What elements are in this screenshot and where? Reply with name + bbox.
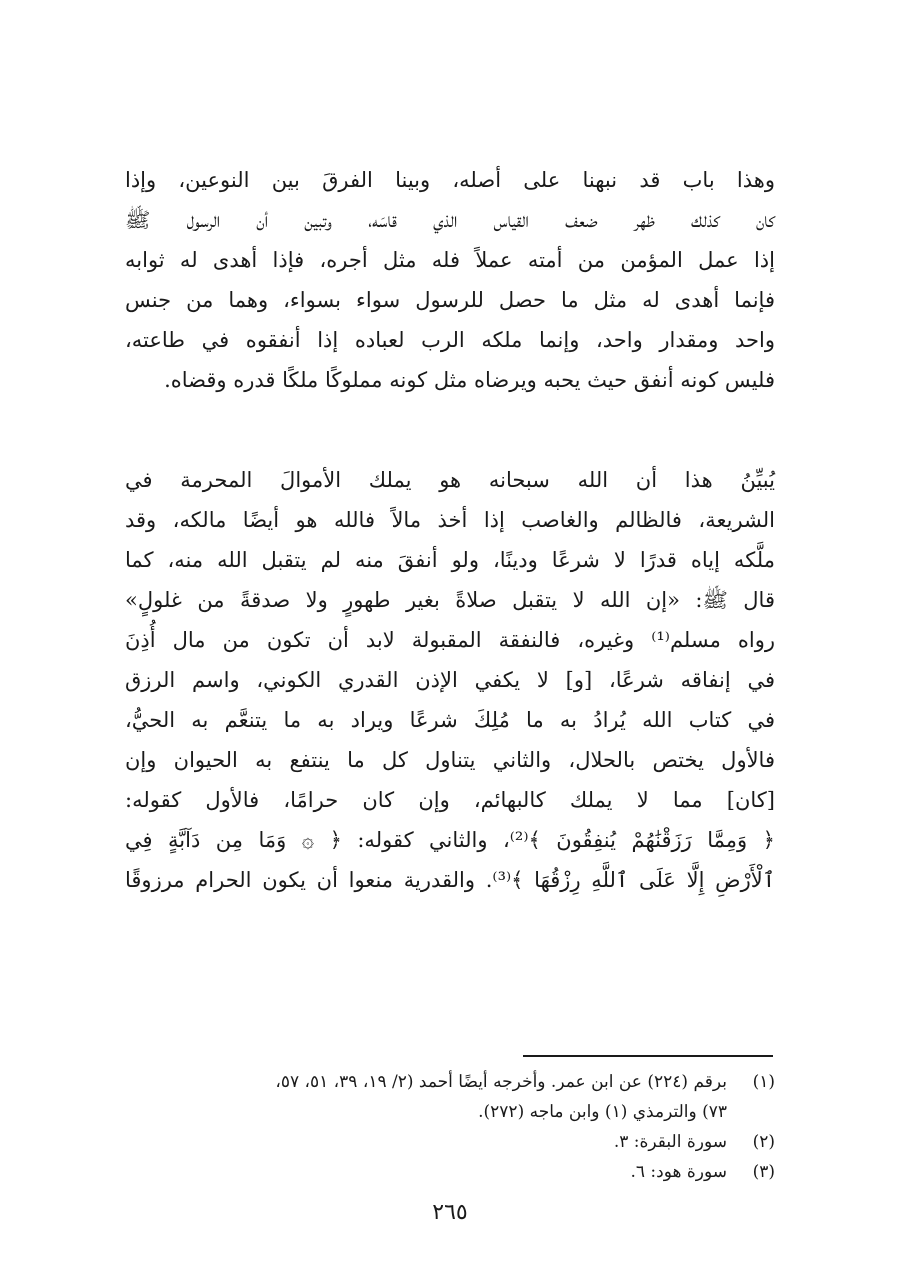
text-line: فإنما أهدى له مثل ما حصل للرسول سواء بسواء، وهما من جنس [125, 288, 775, 312]
footnote-text: برقم (٢٢٤) عن ابن عمر. وأخرجه أيضًا أحمد (٢/ ١٩، ٣٩، ٥١، ٥٧، [275, 1072, 727, 1092]
text-line: في إنفاقه شرعًا، [و] لا يكفي الإذن القدري الكوني، واسم الرزق [125, 668, 775, 692]
text-line: الشريعة، فالظالم والغاصب إذا أخذ مالاً فالله هو أيضًا مالكه، وقد [125, 508, 775, 532]
text-line: ﴿ وَمِمَّا رَزَقْنَٰهُمْ يُنفِقُونَ ﴾⁽²⁾، والثاني كقوله: ﴿ ۞ وَمَا مِن دَآبَّةٍ فِي [125, 828, 775, 852]
text-line: رواه مسلم⁽¹⁾ وغيره، فالنفقة المقبولة لابد أن تكون من مال أُذِنَ [125, 628, 776, 652]
footnote-1 [125, 1067, 775, 1097]
paragraph-2 [125, 460, 775, 900]
footnote-text: سورة هود: ٦. [630, 1162, 727, 1182]
paragraph-1 [125, 160, 775, 400]
footnote-1-continuation [125, 1097, 775, 1127]
text-line: كان كذلك ظهر ضعف القياس الذي قاسَه، وتبين أن الرسول ﷺ [125, 208, 775, 232]
footnote-number: (١) [752, 1072, 775, 1092]
text-line: وهذا باب قد نبهنا على أصله، وبينا الفرقَ بين النوعين، وإذا [125, 168, 775, 192]
text-line: في كتاب الله يُرادُ به ما مُلِكَ شرعًا ويراد به ما يتنعَّم به الحيُّ، [125, 708, 775, 732]
text-line: يُبيِّنُ هذا أن الله سبحانه هو يملك الأموالَ المحرمة في [125, 468, 775, 492]
footnote-text: ٧٣) والترمذي (١) وابن ماجه (٢٧٢). [478, 1102, 727, 1122]
page-number: ٢٦٥ [432, 1200, 468, 1225]
footnote-number: (٣) [752, 1162, 775, 1182]
text-line: ملَّكه إياه قدرًا لا شرعًا ودينًا، ولو أنفقَ منه لم يتقبل الله منه، كما [125, 548, 775, 572]
text-line: واحد ومقدار واحد، وإنما ملكه الرب لعباده إذا أنفقوه في طاعته، [125, 328, 775, 352]
text-line: فالأول يختص بالحلال، والثاني يتناول كل ما ينتفع به الحيوان وإن [125, 748, 775, 772]
text-line: قال ﷺ: «إن الله لا يتقبل صلاةً بغير طهورٍ ولا صدقةً من غلولٍ» [125, 588, 775, 612]
footnote-divider [523, 1055, 773, 1057]
footnotes [125, 1067, 775, 1187]
footnote-2 [125, 1127, 775, 1157]
footnote-3 [125, 1157, 775, 1187]
text-line: [كان] مما لا يملك كالبهائم، وإن كان حرامًا، فالأول كقوله: [125, 788, 775, 812]
text-line: ٱلْأَرْضِ إِلَّا عَلَى ٱللَّهِ رِزْقُهَا ﴾⁽³⁾. والقدرية منعوا أن يكون الحرام مرزوقًا [125, 868, 775, 892]
text-line: إذا عمل المؤمن من أمته عملاً فله مثل أجره، فإذا أهدى له ثوابه [125, 248, 775, 272]
text-line: فليس كونه أنفق حيث يحبه ويرضاه مثل كونه مملوكًا ملكًا قدره وقضاه. [164, 368, 775, 392]
footnote-number: (٢) [752, 1132, 775, 1152]
footnote-text: سورة البقرة: ٣. [613, 1132, 727, 1152]
